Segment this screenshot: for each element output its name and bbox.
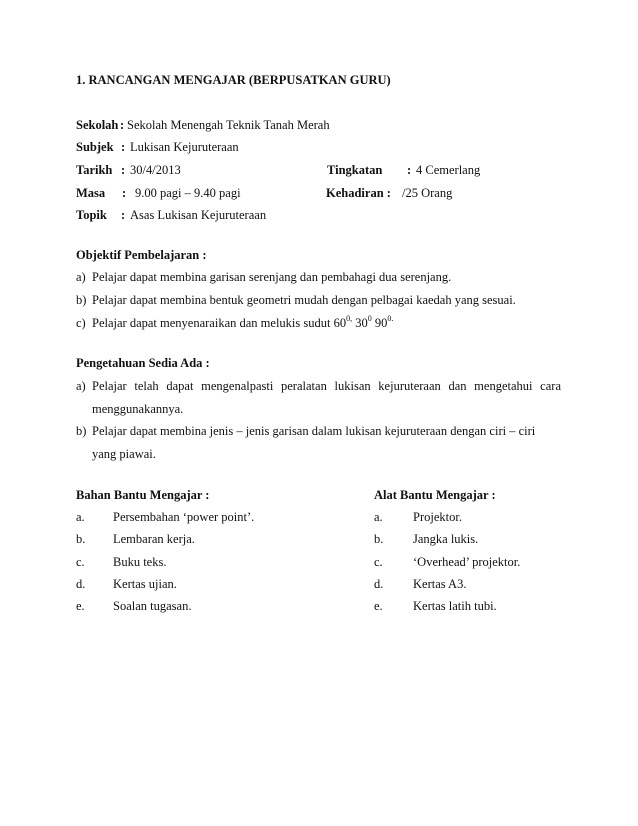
objektif-item-text: 90 — [371, 316, 388, 330]
pengetahuan-item-line1: Pelajar dapat membina jenis – jenis garisan dalam lukisan kejuruteraan dengan ciri – ciri — [92, 424, 536, 438]
alat-marker: e. — [374, 599, 383, 613]
masa-value: 9.00 pagi – 9.40 pagi — [135, 186, 241, 200]
pengetahuan-item-line1: Pelajar telah dapat mengenalpasti peralatan lukisan kejuruteraan dan mengetahui cara — [92, 379, 561, 393]
tarikh-value: 30/4/2013 — [130, 163, 181, 177]
objektif-marker: a) — [76, 270, 86, 284]
alat-marker: d. — [374, 577, 384, 591]
subjek-label: Subjek — [76, 140, 114, 154]
tingkatan-label: Tingkatan — [327, 163, 383, 177]
tarikh-label: Tarikh — [76, 163, 113, 177]
pengetahuan-item-line2: menggunakannya. — [92, 402, 184, 416]
bahan-item: Kertas ujian. — [113, 577, 177, 591]
objektif-title: Objektif Pembelajaran : — [76, 248, 207, 262]
page-title: 1. RANCANGAN MENGAJAR (BERPUSATKAN GURU) — [76, 73, 391, 87]
bahan-item: Lembaran kerja. — [113, 532, 195, 546]
objektif-item: Pelajar dapat membina bentuk geometri mudah dengan pelbagai kaedah yang sesuai. — [92, 293, 516, 307]
alat-item: Kertas latih tubi. — [413, 599, 497, 613]
kehadiran-label: Kehadiran : — [326, 186, 391, 200]
bahan-item: Buku teks. — [113, 555, 167, 569]
topik-label: Topik — [76, 208, 107, 222]
masa-sep: : — [122, 186, 127, 200]
objektif-marker: c) — [76, 316, 86, 330]
degree-mark: 0, — [346, 314, 353, 323]
bahan-marker: d. — [76, 577, 86, 591]
pengetahuan-marker: b) — [76, 424, 87, 438]
bahan-marker: c. — [76, 555, 85, 569]
alat-item: Jangka lukis. — [413, 532, 479, 546]
pengetahuan-item-line2: yang piawai. — [92, 447, 156, 461]
pengetahuan-marker: a) — [76, 379, 86, 393]
bahan-marker: b. — [76, 532, 86, 546]
objektif-item: Pelajar dapat membina garisan serenjang dan pembahagi dua serenjang. — [92, 270, 452, 284]
bahan-title: Bahan Bantu Mengajar : — [76, 488, 210, 502]
topik-value: Asas Lukisan Kejuruteraan — [130, 208, 267, 222]
sekolah-label: Sekolah — [76, 118, 119, 132]
topik-sep: : — [121, 208, 126, 222]
sekolah-value: Sekolah Menengah Teknik Tanah Merah — [127, 118, 330, 132]
bahan-item: Soalan tugasan. — [113, 599, 192, 613]
alat-marker: a. — [374, 510, 383, 524]
bahan-marker: e. — [76, 599, 85, 613]
objektif-item — [92, 316, 393, 331]
tingkatan-value: 4 Cemerlang — [416, 163, 481, 177]
degree-mark: 0. — [387, 314, 394, 323]
alat-marker: c. — [374, 555, 383, 569]
alat-marker: b. — [374, 532, 384, 546]
bahan-item: Persembahan ‘power point’. — [113, 510, 255, 524]
alat-item: ‘Overhead’ projektor. — [413, 555, 521, 569]
bahan-marker: a. — [76, 510, 85, 524]
sekolah-sep: : — [120, 118, 125, 132]
tingkatan-sep: : — [407, 163, 412, 177]
alat-item: Kertas A3. — [413, 577, 467, 591]
tarikh-sep: : — [121, 163, 126, 177]
kehadiran-value: /25 Orang — [402, 186, 453, 200]
subjek-value: Lukisan Kejuruteraan — [130, 140, 239, 154]
pengetahuan-title: Pengetahuan Sedia Ada : — [76, 356, 210, 370]
masa-label: Masa — [76, 186, 106, 200]
objektif-item-text: Pelajar dapat menyenaraikan dan melukis sudut 60 — [92, 316, 347, 330]
alat-item: Projektor. — [413, 510, 462, 524]
objektif-marker: b) — [76, 293, 87, 307]
subjek-sep: : — [121, 140, 126, 154]
alat-title: Alat Bantu Mengajar : — [374, 488, 496, 502]
objektif-item-text: 30 — [352, 316, 368, 330]
degree-mark: 0 — [367, 314, 372, 323]
